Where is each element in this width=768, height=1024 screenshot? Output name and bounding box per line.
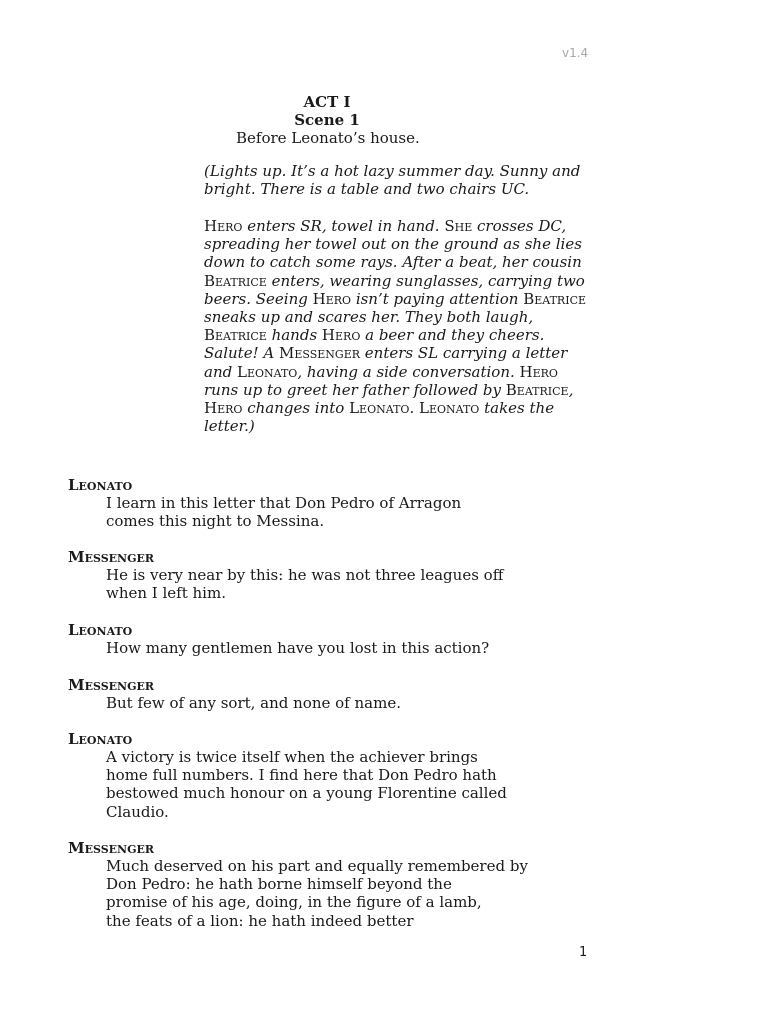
speaker-name: Messenger bbox=[68, 676, 154, 694]
speech-block bbox=[68, 476, 538, 530]
speech-line: promise of his age, doing, in the figure of a lamb, bbox=[106, 893, 482, 912]
stage-direction-text: enters, wearing sunglasses, carrying two beers. Seeing bbox=[204, 271, 585, 308]
speaker-name: Leonato bbox=[68, 621, 133, 639]
speech-block bbox=[68, 730, 538, 821]
speech-block bbox=[68, 621, 538, 657]
speech-line: Don Pedro: he hath borne himself beyond the bbox=[106, 875, 452, 894]
character-name: Beatrice bbox=[204, 326, 267, 345]
page-number: 1 bbox=[579, 945, 588, 960]
speech-line: comes this night to Messina. bbox=[106, 512, 325, 531]
character-name: Messenger bbox=[278, 344, 361, 363]
character-name: Beatrice bbox=[523, 289, 587, 308]
speech-block bbox=[68, 839, 538, 930]
stage-direction-text: changes into bbox=[242, 399, 350, 418]
speech-line: I learn in this letter that Don Pedro of Arragon bbox=[106, 494, 462, 512]
stage-direction-text: . bbox=[409, 399, 419, 418]
stage-direction-text: hands bbox=[266, 326, 322, 345]
stage-direction-opening: (Lights up. It’s a hot lazy summer day. Sunny and bright. There is a table and two chairs UC. bbox=[204, 162, 581, 199]
stage-direction-text: enters SR, towel in hand. bbox=[242, 217, 445, 235]
stage-direction-text: runs up to greet her father followed by bbox=[204, 380, 506, 399]
speech-line: He is very near by this: he was not three leagues off bbox=[106, 566, 504, 584]
character-name: Leonato bbox=[236, 362, 298, 381]
speech-line: bestowed much honour on a young Florentine called bbox=[106, 784, 507, 803]
character-name: Hero bbox=[204, 217, 243, 235]
character-name: Hero bbox=[312, 289, 352, 308]
speech-line: when I left him. bbox=[106, 584, 226, 603]
speaker-name: Messenger bbox=[68, 839, 154, 857]
scene-location: Before Leonato’s house. bbox=[236, 129, 420, 147]
stage-direction-text: a beer and they cheers. Salute! A bbox=[204, 326, 545, 363]
stage-direction-text: crosses DC, spreading her towel out on the ground as she lies down to catch some rays. After a beat, her cousin bbox=[204, 217, 582, 272]
act-heading: ACT I bbox=[303, 93, 351, 111]
speech-line: home full numbers. I find here that Don Pedro hath bbox=[106, 766, 497, 785]
stage-direction-text: sneaks up and scares her. They both laugh, bbox=[204, 308, 534, 327]
stage-direction-entrances bbox=[204, 217, 596, 435]
speech-line: But few of any sort, and none of name. bbox=[106, 694, 401, 712]
stage-direction-text: takes the letter.) bbox=[204, 399, 555, 436]
stage-direction-text: , bbox=[568, 380, 574, 399]
character-name: Leonato bbox=[418, 399, 480, 418]
speaker-name: Leonato bbox=[68, 730, 133, 748]
speech-line: the feats of a lion: he hath indeed better bbox=[106, 911, 414, 930]
character-name: Beatrice bbox=[204, 271, 267, 290]
version-label: v1.4 bbox=[562, 46, 589, 60]
speech-line: How many gentlemen have you lost in this action? bbox=[106, 639, 490, 657]
character-name: She bbox=[444, 217, 473, 235]
speech-block bbox=[68, 548, 538, 602]
stage-direction-text: isn’t paying attention bbox=[351, 289, 524, 308]
speech-line: Much deserved on his part and equally remembered by bbox=[106, 857, 528, 875]
speech-block bbox=[68, 676, 538, 712]
stage-direction-text: , having a side conversation. bbox=[297, 362, 520, 381]
character-name: Beatrice bbox=[505, 380, 569, 399]
character-name: Hero bbox=[519, 362, 558, 381]
character-name: Hero bbox=[321, 326, 361, 345]
character-name: Leonato bbox=[349, 399, 410, 418]
speaker-name: Messenger bbox=[68, 548, 154, 566]
character-name: Hero bbox=[204, 399, 243, 418]
scene-heading: Scene 1 bbox=[294, 111, 360, 129]
stage-direction-text: enters SL carrying a letter and bbox=[204, 344, 568, 381]
speech-line: Claudio. bbox=[106, 802, 169, 821]
speech-line: A victory is twice itself when the achiever brings bbox=[106, 748, 478, 766]
speaker-name: Leonato bbox=[68, 476, 133, 494]
